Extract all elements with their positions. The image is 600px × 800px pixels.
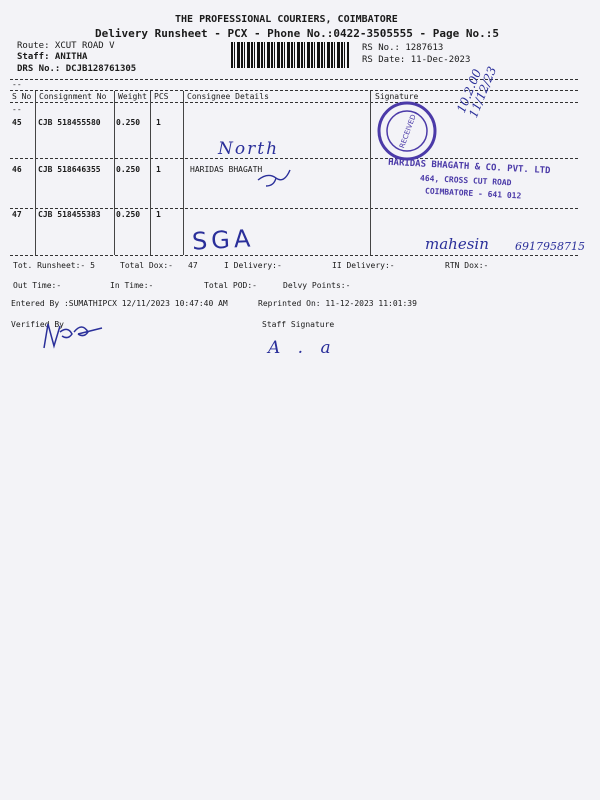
col-header-sno: S No — [12, 92, 32, 101]
staff-label: Staff: ANITHA — [17, 52, 88, 62]
col-header-consignment: Consignment No — [39, 92, 107, 101]
row-consignment: CJB 518455580 — [38, 118, 101, 127]
handwritten-scribble — [256, 166, 292, 188]
col-sep-5 — [370, 91, 371, 255]
route-label: Route: XCUT ROAD V — [17, 41, 115, 51]
row-weight: 0.250 — [116, 118, 141, 127]
col-header-consignee: Consignee Details — [187, 92, 269, 101]
row-sno: 45 — [12, 118, 22, 127]
rs-number: RS No.: 1287613 — [362, 43, 444, 53]
table-top-line — [10, 90, 578, 91]
handwritten-north: North — [218, 139, 280, 159]
rs-date: RS Date: 11-Dec-2023 — [362, 55, 471, 65]
stamp-address-line-2: COIMBATORE - 641 012 — [424, 186, 522, 201]
receiver-signature: mahesin — [425, 235, 489, 253]
ii-delivery: II Delivery:- — [332, 261, 395, 270]
col-header-weight: Weight — [118, 92, 147, 101]
stamp-company-name: HARIDAS BHAGATH & CO. PVT. LTD — [387, 157, 551, 177]
handwritten-date: 10.2.00 11/12/23 — [454, 64, 500, 120]
received-round-stamp — [373, 99, 443, 165]
col-header-pcs: PCS — [154, 92, 169, 101]
col-header-signature: Signature — [375, 92, 419, 101]
row-pcs: 1 — [156, 118, 161, 127]
total-dox-value: 47 — [188, 261, 198, 270]
verifier-signature — [38, 318, 108, 350]
col-sep-1 — [35, 91, 36, 255]
row-weight: 0.250 — [116, 165, 141, 174]
row-pcs: 1 — [156, 210, 161, 219]
row-divider-2 — [10, 208, 578, 209]
staff-initials: A . a — [268, 338, 337, 358]
row-divider-1 — [10, 158, 578, 159]
row-consignee: HARIDAS BHAGATH — [190, 165, 263, 174]
col-sep-4 — [183, 91, 184, 255]
col-sep-2 — [114, 91, 115, 255]
row-pcs: 1 — [156, 165, 161, 174]
entered-by: Entered By :SUMATHIPCX 12/11/2023 10:47:40 AM — [11, 299, 228, 308]
in-time: In Time:- — [110, 281, 154, 290]
receiver-phone: 6917958715 — [515, 240, 585, 253]
drs-number: DRS No.: DCJB128761305 — [17, 64, 137, 74]
verified-by-label: Verified By — [11, 320, 64, 329]
barcode — [231, 42, 349, 68]
table-header-line — [10, 102, 578, 103]
row-sno: 47 — [12, 210, 22, 219]
row-sno: 46 — [12, 165, 22, 174]
col-sep-3 — [150, 91, 151, 255]
handwritten-sga: SGA — [191, 224, 255, 256]
stamp-received-text: RECEIVED — [398, 113, 418, 150]
runsheet-subtitle: Delivery Runsheet - PCX - Phone No.:0422-3505555 - Page No.:5 — [95, 27, 499, 40]
rtn-dox: RTN Dox:- — [445, 261, 489, 270]
table-bottom-line — [10, 255, 578, 256]
delvy-points: Delvy Points:- — [283, 281, 351, 290]
out-time: Out Time:- — [13, 281, 62, 290]
total-pod: Total POD:- — [204, 281, 257, 290]
staff-signature-label: Staff Signature — [262, 320, 335, 329]
reprinted-on: Reprinted On: 11-12-2023 11:01:39 — [258, 299, 417, 308]
row-consignment: CJB 518646355 — [38, 165, 101, 174]
i-delivery: I Delivery:- — [224, 261, 282, 270]
row-marker: -- — [12, 80, 22, 89]
row-consignment: CJB 518455383 — [38, 210, 101, 219]
tot-runsheet: Tot. Runsheet:- 5 — [13, 261, 95, 270]
row-marker: -- — [12, 105, 22, 114]
stamp-address-line-1: 464, CROSS CUT ROAD — [419, 173, 512, 188]
total-dox-label: Total Dox:- — [120, 261, 173, 270]
row-weight: 0.250 — [116, 210, 141, 219]
company-title: THE PROFESSIONAL COURIERS, COIMBATORE — [175, 14, 398, 25]
